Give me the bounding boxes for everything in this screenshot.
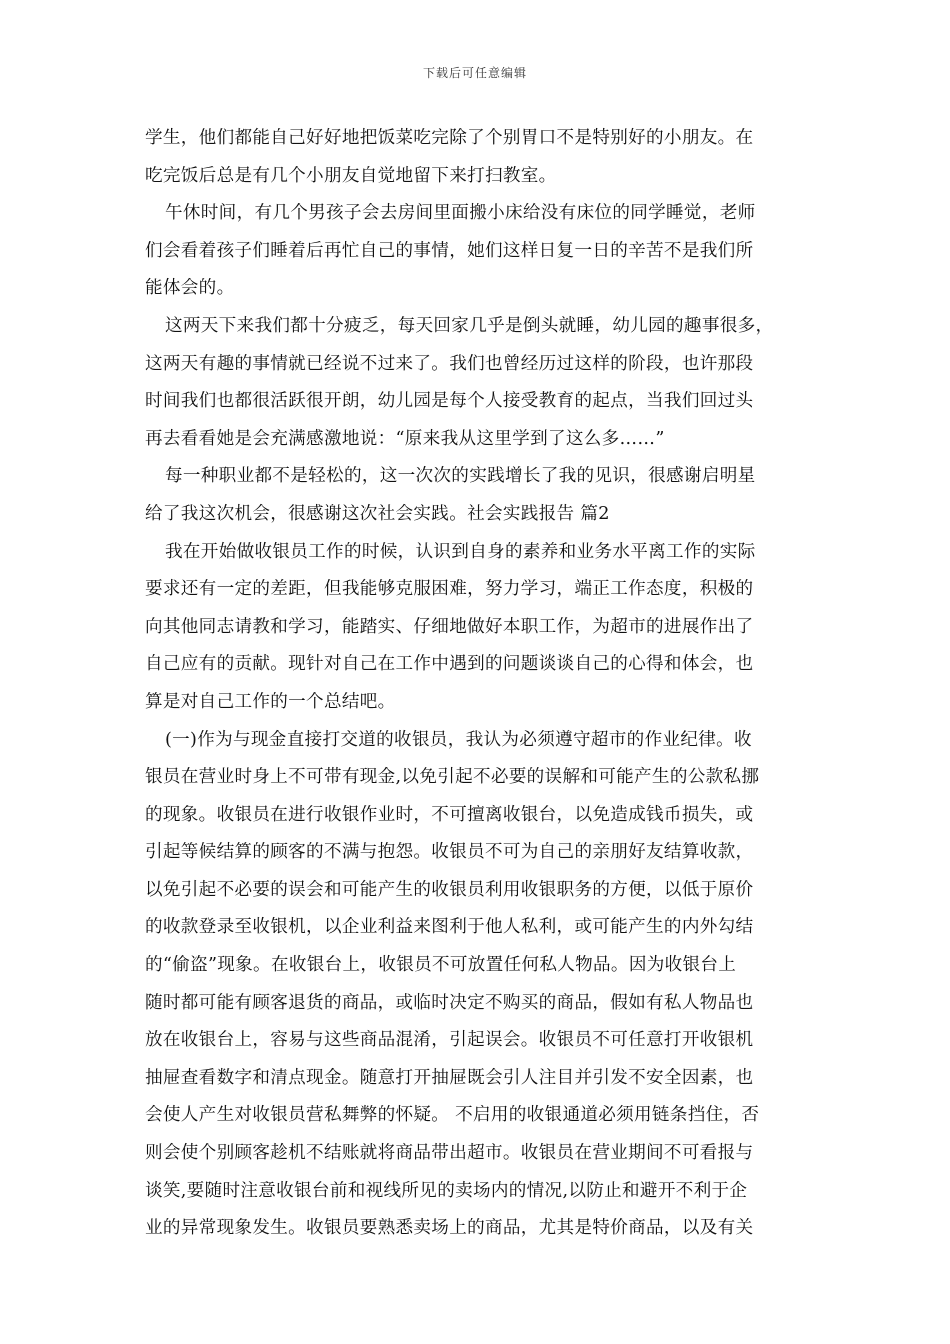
text-line: 随时都可能有顾客退货的商品，或临时决定不购买的商品，假如有私人物品也 (145, 992, 754, 1013)
text-line: 以免引起不必要的误会和可能产生的收银员利用收银职务的方便，以低于原价 (145, 879, 754, 900)
text-line: 谈笑,要随时注意收银台前和视线所见的卖场内的情况,以防止和避开不利于企 (145, 1180, 748, 1201)
document-body (145, 120, 807, 1248)
text-line: 算是对自己工作的一个总结吧。 (145, 691, 396, 712)
text-line: 业的异常现象发生。收银员要熟悉卖场上的商品，尤其是特价商品，以及有关 (145, 1218, 754, 1239)
text-line: 午休时间，有几个男孩子会去房间里面搬小床给没有床位的同学睡觉，老师 (165, 203, 756, 224)
text-line: 的“偷盗”现象。在收银台上，收银员不可放置任何私人物品。因为收银台上 (145, 955, 737, 976)
text-line: 抽屉查看数字和清点现金。随意打开抽屉既会引人注目并引发不安全因素，也 (145, 1067, 754, 1088)
text-line: 时间我们也都很活跃很开朗，幼儿园是每个人接受教育的起点，当我们回过头 (145, 391, 754, 412)
text-line: 再去看看她是会充满感激地说：“原来我从这里学到了这么多……” (145, 428, 665, 449)
text-line: 的现象。收银员在进行收银作业时，不可擅离收银台，以免造成钱币损失，或 (145, 804, 754, 825)
text-line: 放在收银台上，容易与这些商品混淆，引起误会。收银员不可任意打开收银机 (145, 1030, 754, 1051)
text-line: 这两天有趣的事情就已经说不过来了。我们也曾经历过这样的阶段，也许那段 (145, 353, 754, 374)
page-header: 下载后可任意编辑 (422, 66, 527, 80)
text-line: 我在开始做收银员工作的时候，认识到自身的素养和业务水平离工作的实际 (165, 541, 756, 562)
text-line: 银员在营业时身上不可带有现金,以免引起不必要的误解和可能产生的公款私挪 (145, 767, 760, 788)
text-line: 吃完饭后总是有几个小朋友自觉地留下来打扫教室。 (145, 165, 557, 186)
text-line: 能体会的。 (145, 278, 235, 299)
text-line: 们会看着孩子们睡着后再忙自己的事情，她们这样日复一日的辛苦不是我们所 (145, 240, 754, 261)
text-line: 给了我这次机会，很感谢这次社会实践。社会实践报告 篇2 (145, 503, 610, 524)
text-line: 这两天下来我们都十分疲乏，每天回家几乎是倒头就睡，幼儿园的趣事很多， (165, 315, 774, 336)
text-line: 要求还有一定的差距，但我能够克服困难，努力学习，端正工作态度，积极的 (145, 579, 754, 600)
text-line: 引起等候结算的顾客的不满与抱怨。收银员不可为自己的亲朋好友结算收款， (145, 842, 754, 863)
text-line: 学生，他们都能自己好好地把饭菜吃完除了个别胃口不是特别好的小朋友。在 (145, 128, 754, 148)
text-line: 的收款登录至收银机，以企业利益来图利于他人私利，或可能产生的内外勾结 (145, 917, 754, 938)
text-line: 每一种职业都不是轻松的，这一次次的实践增长了我的见识，很感谢启明星 (165, 466, 756, 487)
text-line: 会使人产生对收银员营私舞弊的怀疑。 不启用的收银通道必须用链条挡住，否 (145, 1105, 760, 1126)
text-line: 向其他同志请教和学习，能踏实、仔细地做好本职工作，为超市的进展作出了 (145, 616, 754, 637)
text-line: 自己应有的贡献。现针对自己在工作中遇到的问题谈谈自己的心得和体会，也 (145, 654, 754, 675)
text-line: 则会使个别顾客趁机不结账就将商品带出超市。收银员在营业期间不可看报与 (145, 1143, 754, 1164)
text-line: (一)作为与现金直接打交道的收银员，我认为必须遵守超市的作业纪律。收 (165, 729, 752, 750)
